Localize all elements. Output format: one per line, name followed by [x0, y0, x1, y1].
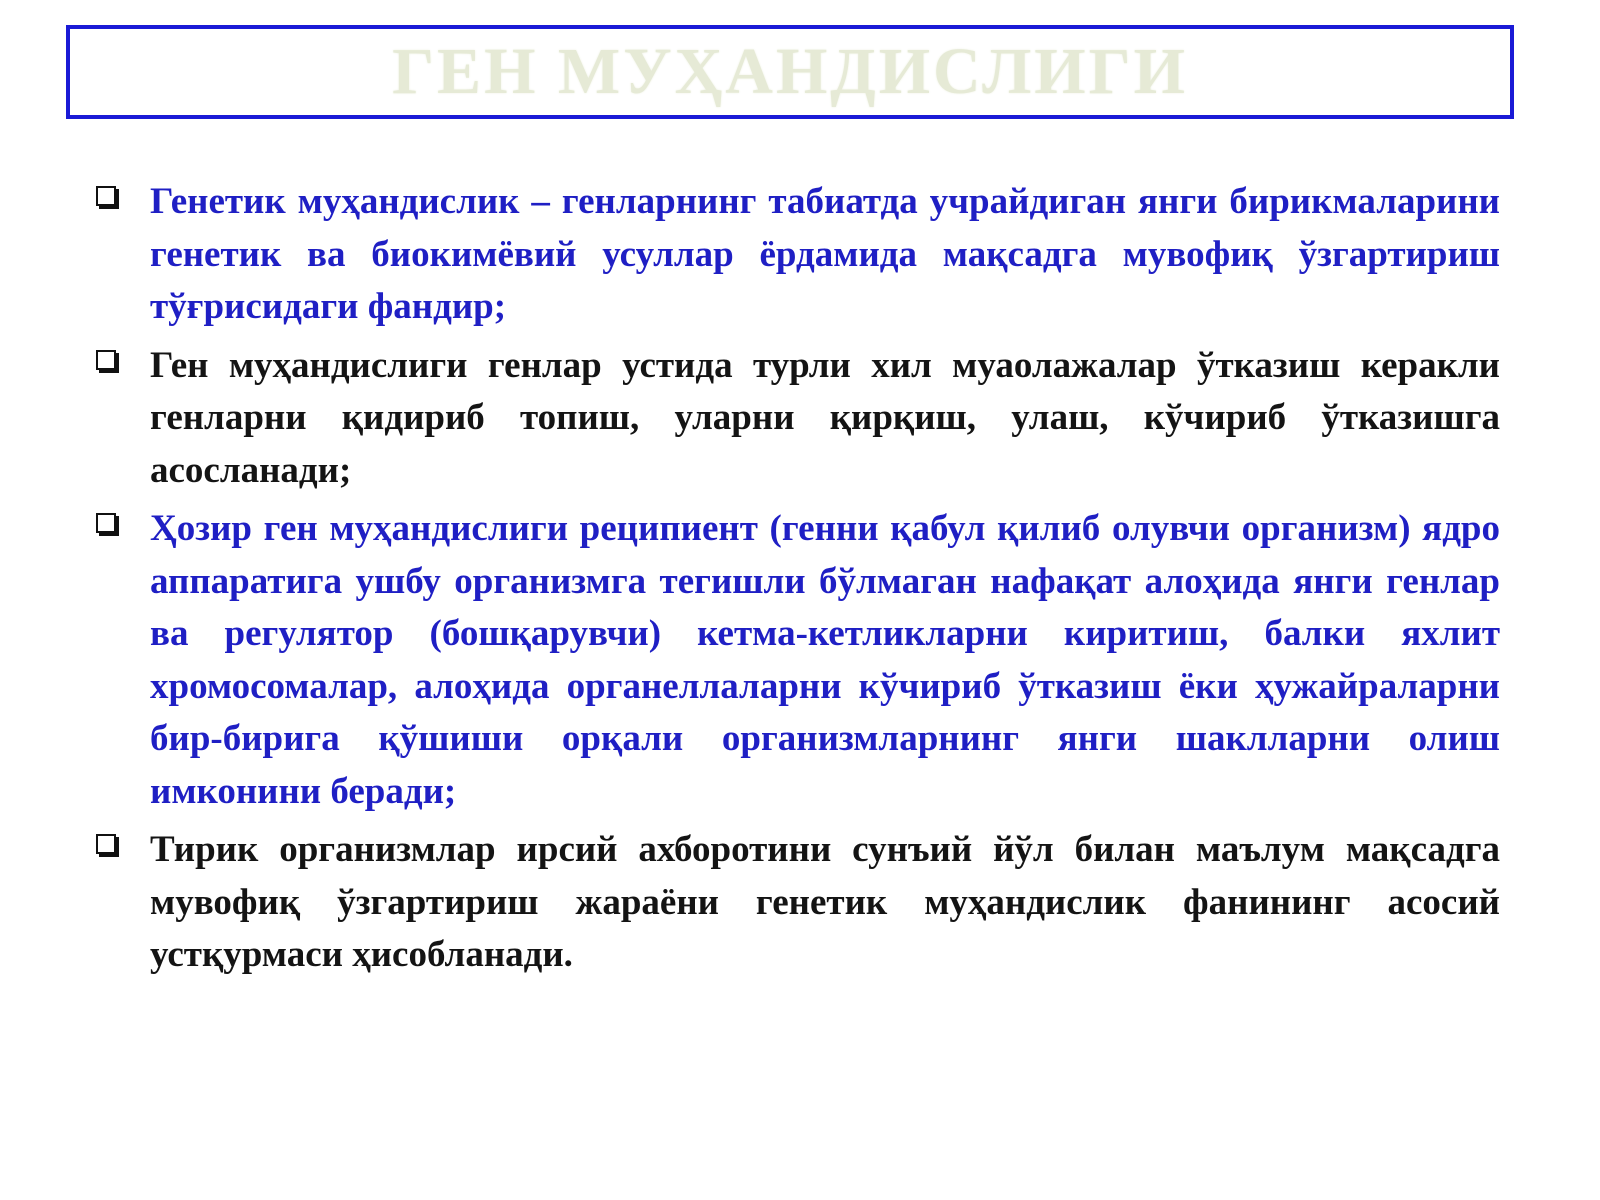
checkbox-square-icon	[90, 176, 150, 228]
checkbox-square-icon	[90, 340, 150, 392]
bullet-list	[90, 176, 1500, 988]
bullet-text-1: Генетик муҳандислик – генларнинг табиатда учрайдиган янги бирикмаларини генетик ва биокимёвий усуллар ёрдамида мақсадга мувофиқ ўзгартириш тўғрисидаги фандир;	[150, 181, 1500, 327]
bullet-text-2: Ген муҳандислиги генлар устида турли хил муаолажалар ўтказиш керакли генларни қидириб топиш, уларни қирқиш, улаш, кўчириб ўтказишга асосланади;	[150, 344, 1500, 491]
bullet-text-3: Ҳозир ген муҳандислиги реципиент (генни қабул қилиб олувчи организм) ядро аппаратига ушбу организмга тегишли бўлмаган нафақат алоҳида янги генлар ва регулятор (бошқарувчи) кетма-кетликларни киритиш, балки яхлит хромосомалар, алоҳида органеллаларни кўчириб ўтказиш ёки ҳужайраларни бир-бирига қўшиши орқали организмларнинг янги шаклларни олиш имконини беради;	[150, 508, 1500, 812]
checkbox-square-icon	[90, 503, 150, 555]
bullet-item-3	[90, 503, 1500, 818]
bullet-item-2	[90, 340, 1500, 498]
bullet-item-1	[90, 176, 1500, 334]
bullet-text-4: Тирик организмлар ирсий ахборотини сунъий йўл билан маълум мақсадга мувофиқ ўзгартириш жараёни генетик муҳандислик фанининг асосий устқурмаси ҳисобланади.	[150, 829, 1500, 975]
checkbox-square-icon	[90, 824, 150, 876]
slide-title: ГЕН МУҲАНДИСЛИГИ	[392, 35, 1188, 108]
bullet-item-4	[90, 824, 1500, 982]
title-frame	[66, 25, 1514, 119]
